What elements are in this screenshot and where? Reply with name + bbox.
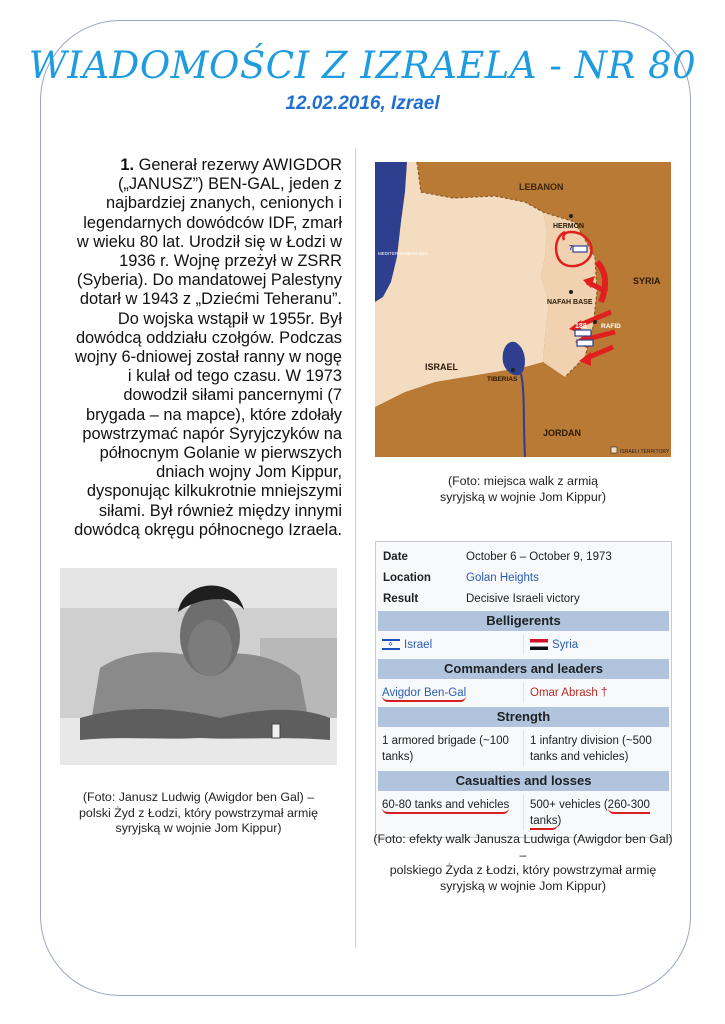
- article-line: i kulał od tego czasu. W 1973: [127, 367, 342, 386]
- tank-icon: [577, 340, 593, 346]
- casualties-israel: 60-80 tanks and vehicles: [382, 799, 509, 814]
- article-line: siłami. Był również między innymi: [98, 501, 342, 520]
- article-line: Do wojska wstąpił w 1955r. Był: [117, 309, 342, 328]
- tank-icon: [575, 330, 591, 336]
- infobox-row-location: Location Golan Heights: [376, 567, 671, 588]
- golan-map-svg: [375, 162, 671, 457]
- commander-ben-gal-link[interactable]: Avigdor Ben-Gal: [382, 687, 466, 702]
- article-line: wojny 6-dniowej został ranny w nogę: [75, 348, 342, 367]
- infobox-caption: (Foto: efekty walk Janusza Ludwiga (Awigdor ben Gal) – polskiego Żyda z Łodzi, który powstrzymał armię syryjską w wojnie Jom Kippur): [373, 832, 673, 893]
- article-line: najbardziej znanych, cenionych i: [106, 194, 342, 213]
- label-nafah: NAFAH BASE: [547, 299, 593, 306]
- label-tiberias: TIBERIAS: [487, 376, 518, 383]
- infobox-row-date: Date October 6 – October 9, 1973: [383, 550, 612, 563]
- page-subtitle: 12.02.2016, Izrael: [285, 93, 440, 114]
- article-line: dotarł w 1943 z „Dziećmi Teheranu”.: [79, 290, 342, 309]
- label-rafid: RAFID: [601, 323, 621, 330]
- article-line: w wieku 80 lat. Urodził się w Łodzi w: [76, 232, 342, 251]
- belligerents-row: [376, 633, 671, 657]
- label-unit-7: 7: [569, 245, 573, 252]
- article-line: dowódcą okręgu północnego Izraela.: [74, 520, 342, 539]
- commanders-header: Commanders and leaders: [378, 659, 669, 679]
- article-line: północnym Golanie w pierwszych: [99, 444, 342, 463]
- casualties-header: Casualties and losses: [378, 771, 669, 791]
- infobox-row-result: Result Decisive Israeli victory: [383, 592, 580, 605]
- article-line: dowodził siłami pancernymi (7: [123, 386, 342, 405]
- page-title: WIADOMOŚCI Z IZRAELA - NR 80: [28, 44, 697, 87]
- syria-flag-icon: [530, 639, 548, 650]
- label-unit-188: 188: [575, 323, 587, 330]
- label-syria: SYRIA: [633, 276, 661, 286]
- legend-label: ISRAELI TERRITORY: [620, 449, 670, 455]
- map-caption: (Foto: miejsca walk z armią syryjską w wojnie Jom Kippur): [440, 474, 606, 504]
- article-line: dniach wojny Jom Kippur,: [156, 463, 342, 482]
- article-line: 1. Generał rezerwy AWIGDOR: [120, 156, 342, 174]
- portrait-photo-svg: [60, 568, 337, 765]
- golan-map: [375, 162, 671, 457]
- battle-infobox: [375, 541, 672, 838]
- casualties-syria-tanks: 260-300 tanks: [530, 799, 650, 830]
- israel-link[interactable]: Israel: [404, 639, 433, 651]
- article-line: („JANUSZ”) BEN-GAL, jeden z: [117, 175, 342, 194]
- article-text: [60, 156, 342, 540]
- israel-flag-icon: ✡: [382, 639, 400, 650]
- location-link[interactable]: Golan Heights: [466, 571, 539, 584]
- column-divider: [355, 148, 356, 948]
- tank-icon: [573, 246, 587, 252]
- article-line: (Syberia). Do mandatowej Palestyny: [76, 271, 342, 290]
- label-israel: ISRAEL: [425, 362, 459, 372]
- commander-abrash-link[interactable]: Omar Abrash †: [530, 687, 608, 699]
- syria-link[interactable]: Syria: [552, 639, 579, 651]
- article-line: legendarnych dowódców IDF, zmarł: [83, 213, 342, 232]
- article-line: brygada – na mapce), które zdołały: [85, 405, 342, 424]
- commanders-row: [376, 681, 671, 705]
- photo-caption: (Foto: Janusz Ludwig (Awigdor ben Gal) – polski Żyd z Łodzi, który powstrzymał armię syryjską w wojnie Jom Kippur): [79, 790, 318, 836]
- strength-row: 1 armored brigade (~100 tanks) 1 infantry division (~500 tanks and vehicles): [376, 729, 671, 769]
- portrait-photo: [60, 568, 337, 765]
- label-jordan: JORDAN: [543, 428, 582, 438]
- strength-header: Strength: [378, 707, 669, 727]
- label-hermon: HERMON: [553, 223, 585, 230]
- label-lebanon: LEBANON: [519, 182, 564, 192]
- casualties-row: 60-80 tanks and vehicles 500+ vehicles (260-300 tanks): [376, 793, 671, 833]
- article-number: 1.: [120, 156, 135, 174]
- article-line: 1936 r. Wojnę przeżył w ZSRR: [119, 252, 342, 271]
- label-sea: MEDITERRANEAN SEA: [378, 251, 428, 256]
- legend-swatch: [611, 447, 617, 453]
- belligerents-header: Belligerents: [378, 611, 669, 631]
- article-line: dowódcą oddziału czołgów. Podczas: [75, 328, 342, 347]
- article-line: dysponując kilkukrotnie mniejszymi: [86, 482, 342, 501]
- article-line: powstrzymać napór Syryjczyków na: [82, 424, 342, 443]
